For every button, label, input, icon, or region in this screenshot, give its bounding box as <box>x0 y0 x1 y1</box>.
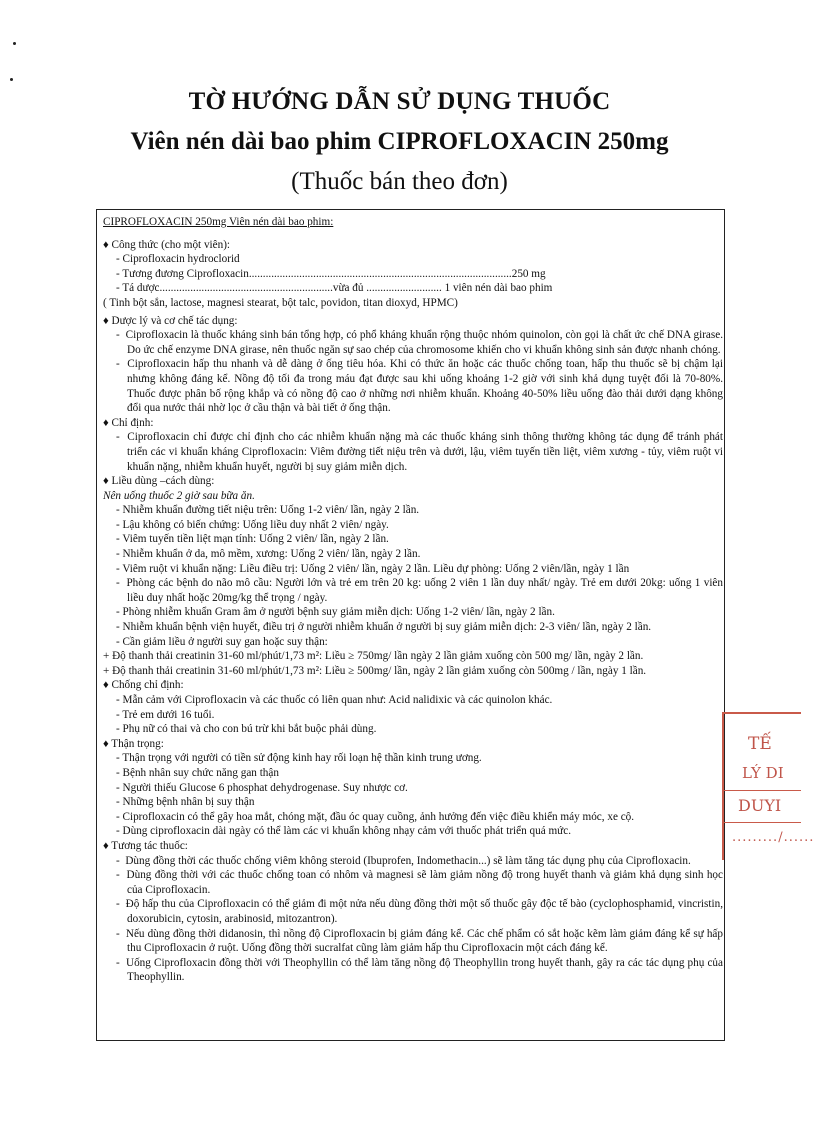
caution-line: - Ciprofloxacin có thể gây hoa mắt, chóng mặt, đầu óc quay cuồng, ảnh hưởng đến việc điều khiển máy móc, xe cộ. <box>116 810 635 823</box>
leaflet-content <box>103 215 723 985</box>
interaction-paragraph: - Nếu dùng đồng thời didanosin, thì nồng độ Ciprofloxacin bị giảm đáng kể. Các chế phẩm có sắt hoặc kẽm làm giảm đáng kể sự hấp thu Ciprofloxacin ở ruột. Uống đồng thời sucralfat cũng làm giảm hấp thu Ciprofloxacin một cách đáng kể. <box>116 927 723 955</box>
interaction-paragraph: - Dùng đồng thời các thuốc chống viêm không steroid (Ibuprofen, Indomethacin...) sẽ làm tăng tác dụng phụ của Ciprofloxacin. <box>116 854 691 867</box>
dosage-line: - Nhiễm khuẩn bệnh viện huyết, điều trị ở người nhiễm khuẩn ở người bị suy giảm miễn dịch: 2-3 viên/ lần, ngày 2 lần. <box>116 621 652 634</box>
dosage-line: - Cần giảm liều ở người suy gan hoặc suy thận: <box>116 635 328 648</box>
dosage-line: + Độ thanh thải creatinin 31-60 ml/phút/1,73 m²: Liều ≥ 500mg/ lần, ngày 2 lần giảm xuống còn 500mg / lần, ngày 1 lần. <box>103 664 647 677</box>
stamp-text: DUYI <box>738 796 782 815</box>
interaction-paragraph: - Độ hấp thu của Ciprofloxacin có thể giảm đi một nửa nếu dùng đồng thời một số thuốc gây độc tế bào (cyclophosphamid, vincristin, doxorubicin, cytosin, arabinosid, mitozantron). <box>116 898 723 925</box>
formula-line: - Tương đương Ciprofloxacin..............................................................................................250 mg <box>116 267 546 280</box>
caution-line: - Người thiếu Glucose 6 phosphat dehydrogenase. Suy nhược cơ. <box>116 781 408 794</box>
dosage-line: - Phòng nhiễm khuẩn Gram âm ở người bệnh suy giảm miễn dịch: Uống 1-2 viên/ lần, ngày 2 lần. <box>116 606 555 619</box>
scan-speck <box>10 78 13 81</box>
section-caution-heading: ♦ Thận trọng: <box>103 737 164 750</box>
indication-paragraph: - Ciprofloxacin chỉ được chỉ định cho các nhiễm khuẩn nặng mà các thuốc kháng sinh thông thường không tác dụng để tránh phát triển các vi khuẩn kháng Ciprofloxacin: Viêm đường tiết niệu trên và dưới, lậu, viêm tuyến tiền liệt, viêm xương - tủy, viêm ruột vi khuẩn nặng, nhiễm khuẩn huyết, người bị suy giảm miễn dịch. <box>116 431 723 473</box>
section-interaction-heading: ♦ Tương tác thuốc: <box>103 839 188 852</box>
scan-speck <box>13 42 16 45</box>
section-dosage-heading: ♦ Liều dùng –cách dùng: <box>103 475 215 488</box>
section-formula-heading: ♦ Công thức (cho một viên): <box>103 238 231 251</box>
dosage-line: + Độ thanh thải creatinin 31-60 ml/phút/1,73 m²: Liều ≥ 750mg/ lần ngày 2 lần giảm xuống còn 500 mg/ lần, ngày 2 lần. <box>103 650 644 663</box>
approval-stamp <box>722 712 814 860</box>
section-contraindication-heading: ♦ Chống chỉ định: <box>103 679 184 692</box>
dosage-line: - Nhiễm khuẩn đường tiết niệu trên: Uống 1-2 viên/ lần, ngày 2 lần. <box>116 504 420 517</box>
stamp-text: ........./...... <box>732 830 814 845</box>
formula-line: - Tá dược..............................................................vừa đủ ........................... 1 viên nén dài bao phim <box>116 282 553 295</box>
stamp-text: LÝ DI <box>742 764 784 782</box>
dosage-line: - Viêm ruột vi khuẩn nặng: Liều điều trị: Uống 2 viên/ lần, ngày 2 lần. Liều dự phòng: Uống 2 viên/lần, ngày 1 lần <box>116 562 630 575</box>
section-pharmacology-heading: ♦ Dược lý và cơ chế tác dụng: <box>103 314 238 327</box>
dosage-line: - Viêm tuyến tiền liệt mạn tính: Uống 2 viên/ lần, ngày 2 lần. <box>116 533 389 546</box>
caution-line: - Bệnh nhân suy chức năng gan thận <box>116 766 279 779</box>
prescription-note: (Thuốc bán theo đơn) <box>291 168 508 195</box>
dosage-line: - Nhiễm khuẩn ở da, mô mềm, xương: Uống 2 viên/ lần, ngày 2 lần. <box>116 548 421 561</box>
contraindication-line: - Mẫn cảm với Ciprofloxacin và các thuốc có liên quan như: Acid nalidixic và các quinolon khác. <box>116 694 553 706</box>
stamp-divider <box>724 790 801 791</box>
section-indication-heading: ♦ Chỉ định: <box>103 416 154 429</box>
pharmacology-paragraph: - Ciprofloxacin hấp thu nhanh và dễ dàng ở ống tiêu hóa. Khi có thức ăn hoặc các thuốc chống toan, hấp thu thuốc sẽ bị chậm lại nhưng không đáng kể. Nồng độ tối đa trong máu đạt được sau khi uống khoảng 1-2 giờ với sinh khả dụng tuyệt đối là 70-80%. Thuốc được phân bố rộng khắp và có nồng độ cao ở những nơi nhiễm khuẩn. Khoảng 40-50% liều uống đào thải dưới dạng không đổi qua nước thải nhờ lọc ở cầu thận và bài tiết ở ống thận. <box>116 358 723 415</box>
contraindication-line: - Trẻ em dưới 16 tuổi. <box>116 708 215 721</box>
caution-line: - Những bệnh nhân bị suy thận <box>116 796 255 809</box>
interaction-paragraph: - Uống Ciprofloxacin đồng thời với Theophyllin có thể làm tăng nồng độ Theophyllin trong huyết thanh, gây ra các tác dụng phụ của Theophyllin. <box>116 956 723 984</box>
dosage-line: - Lậu không có biến chứng: Uống liều duy nhất 2 viên/ ngày. <box>116 518 389 531</box>
product-name: Viên nén dài bao phim CIPROFLOXACIN 250mg <box>130 128 669 155</box>
caution-line: - Thận trọng với người có tiền sử động kinh hay rối loạn hệ thần kinh trung ương. <box>116 752 482 765</box>
interaction-paragraph: - Dùng đồng thời với các thuốc chống toan có nhôm và magnesi sẽ làm giảm nồng độ trong huyết thanh và giảm khả dụng sinh học của Ciprofloxacin. <box>116 869 723 896</box>
pharmacology-paragraph: - Ciprofloxacin là thuốc kháng sinh bán tổng hợp, có phổ kháng khuẩn rộng thuộc nhóm quinolon, còn gọi là chất ức chế DNA girase. Do ức chế enzyme DNA girase, nên thuốc ngăn sự sao chép của chromosome khiến cho vi khuẩn không sinh sản được nhanh chóng. <box>116 329 724 356</box>
contraindication-line: - Phụ nữ có thai và cho con bú trừ khi bắt buộc phải dùng. <box>116 723 377 736</box>
formula-line: - Ciprofloxacin hydroclorid <box>116 253 240 266</box>
formula-excipients: ( Tinh bột sắn, lactose, magnesi stearat, bột talc, povidon, titan dioxyd, HPMC) <box>103 296 458 309</box>
stamp-text: TẾ <box>748 734 772 754</box>
box-title: CIPROFLOXACIN 250mg Viên nén dài bao phim: <box>103 216 334 228</box>
stamp-divider <box>724 822 801 823</box>
document-title: TỜ HƯỚNG DẪN SỬ DỤNG THUỐC <box>188 88 611 115</box>
dosage-note: Nên uống thuốc 2 giờ sau bữa ăn. <box>103 489 255 502</box>
caution-line: - Dùng ciprofloxacin dài ngày có thể làm các vi khuẩn không nhạy cảm với thuốc phát triển quá mức. <box>116 825 571 838</box>
dosage-line: - Phòng các bệnh do não mô cầu: Người lớn và trẻ em trên 20 kg: uống 2 viên 1 lần duy nhất/ ngày. Trẻ em dưới 20kg: uống 1 viên liều duy nhất hoặc 20mg/kg thể trọng / ngày. <box>116 577 723 604</box>
